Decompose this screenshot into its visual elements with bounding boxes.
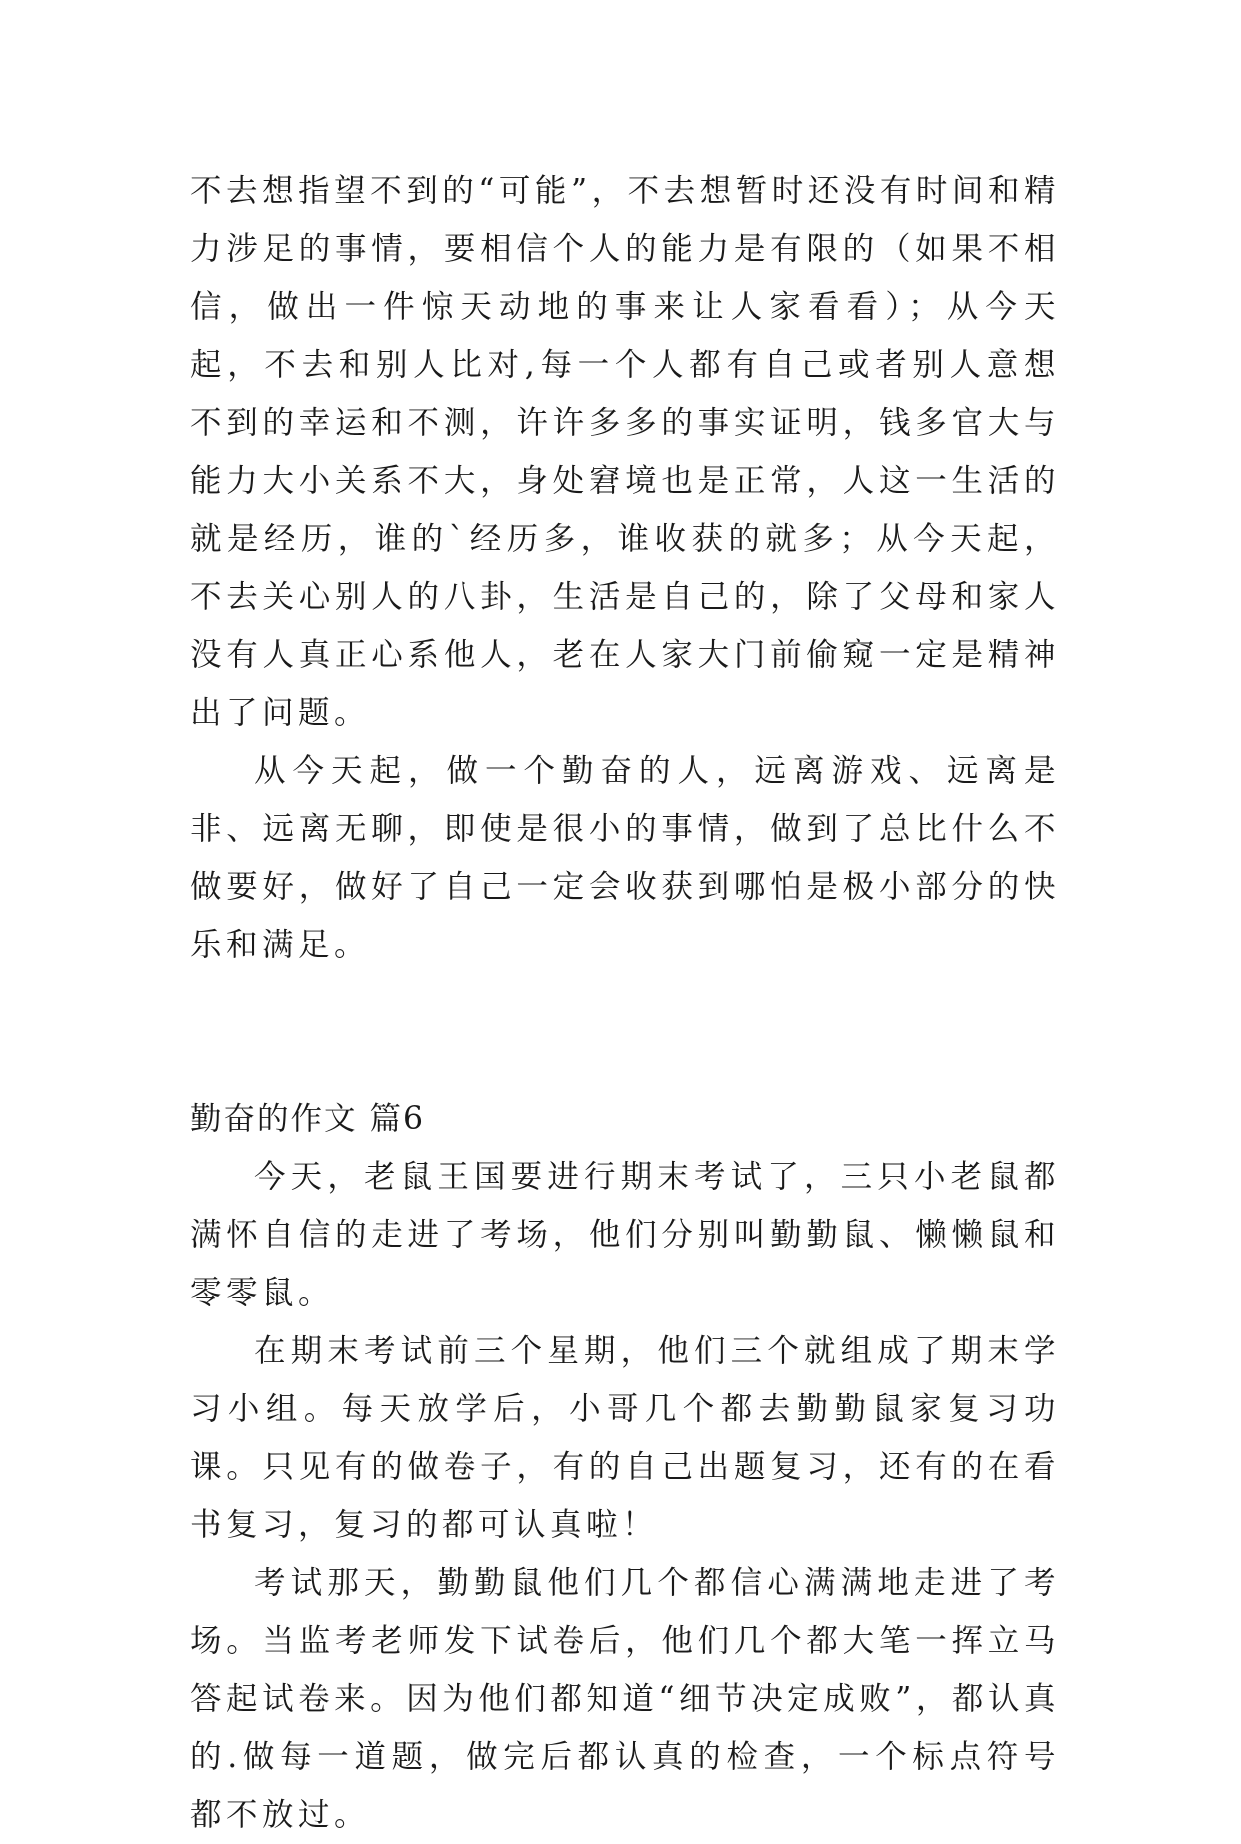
paragraph-6-3: 考试那天，勤勤鼠他们几个都信心满满地走进了考场。当监考老师发下试卷后，他们几个都大笔一挥立马答起试卷来。因为他们都知道“细节决定成败”，都认真的.做每一道题，做完后都认真的检查，一个标点符号都不放过。 [190,1565,1060,1833]
document-body [190,162,1060,1844]
paragraph-prev-2: 从今天起，做一个勤奋的人，远离游戏、远离是非、远离无聊，即使是很小的事情，做到了总比什么不做要好，做好了自己一定会收获到哪怕是极小部分的快乐和满足。 [190,753,1060,963]
section-heading: 勤奋的作文 篇6 [190,1101,426,1137]
paragraph-6-1: 今天，老鼠王国要进行期末考试了，三只小老鼠都满怀自信的走进了考场，他们分别叫勤勤鼠、懒懒鼠和零零鼠。 [190,1159,1060,1311]
paragraph-prev-1: 不去想指望不到的“可能”，不去想暂时还没有时间和精力涉足的事情，要相信个人的能力是有限的（如果不相信，做出一件惊天动地的事来让人家看看）；从今天起，不去和别人比对,每一个人都有自己或者别人意想不到的幸运和不测，许许多多的事实证明，钱多官大与能力大小关系不大，身处窘境也是正常，人这一生活的就是经历，谁的`经历多，谁收获的就多；从今天起，不去关心别人的八卦，生活是自己的，除了父母和家人没有人真正心系他人，老在人家大门前偷窥一定是精神出了问题。 [190,173,1060,731]
section-spacer [190,974,1060,1090]
paragraph-6-2: 在期末考试前三个星期，他们三个就组成了期末学习小组。每天放学后，小哥几个都去勤勤鼠家复习功课。只见有的做卷子，有的自己出题复习，还有的在看书复习，复习的都可认真啦！ [190,1333,1060,1543]
